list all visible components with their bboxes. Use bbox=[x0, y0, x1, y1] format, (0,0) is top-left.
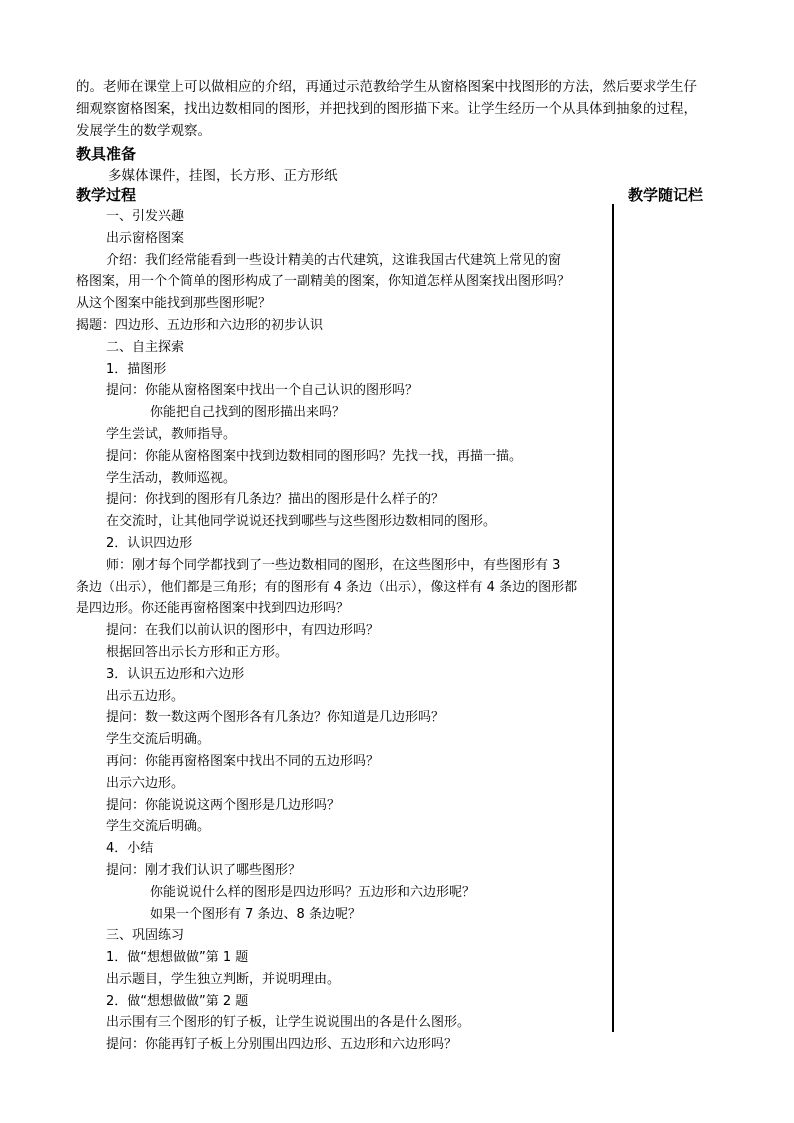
process-line: 从这个图案中能找到那些图形呢？ bbox=[76, 296, 272, 312]
process-line: 条边（出示），他们都是三角形；有的图形有 4 条边（出示），像这样有 4 条边的图形都 bbox=[76, 579, 578, 595]
intro-paragraph bbox=[76, 76, 724, 142]
process-line: 4．小结 bbox=[106, 841, 154, 857]
process-line: 你能说说什么样的图形是四边形吗？五边形和六边形呢？ bbox=[150, 884, 476, 900]
tools-heading: 教具准备 bbox=[76, 145, 137, 163]
process-line: 1．描图形 bbox=[106, 361, 167, 377]
column-divider bbox=[612, 204, 614, 1032]
process-line: 学生尝试，教师指导。 bbox=[106, 426, 237, 442]
process-line: 提问：在我们以前认识的图形中，有四边形吗？ bbox=[106, 623, 380, 639]
process-line: 师：刚才每个同学都找到了一些边数相同的图形，在这些图形中，有些图形有 3 bbox=[106, 557, 561, 573]
process-line: 出示题目，学生独立判断，并说明理由。 bbox=[106, 971, 341, 987]
process-line: 如果一个图形有 7 条边、8 条边呢？ bbox=[150, 906, 361, 922]
process-line: 提问：你能再钉子板上分别围出四边形、五边形和六边形吗？ bbox=[106, 1037, 458, 1053]
process-line: 提问：你找到的图形有几条边？描出的图形是什么样子的？ bbox=[106, 492, 445, 508]
process-line: 出示六边形。 bbox=[106, 775, 185, 791]
process-line: 一、引发兴趣 bbox=[106, 209, 185, 224]
process-line: 出示围有三个图形的钉子板，让学生说说围出的各是什么图形。 bbox=[106, 1015, 471, 1031]
process-line: 介绍：我们经常能看到一些设计精美的古代建筑，这谁我国古代建筑上常见的窗 bbox=[106, 252, 562, 268]
process-line: 根据回答出示长方形和正方形。 bbox=[106, 644, 289, 660]
process-line: 格图案，用一个个简单的图形构成了一副精美的图案，你知道怎样从图案找出图形吗？ bbox=[76, 274, 571, 290]
process-line: 你能把自己找到的图形描出来吗？ bbox=[150, 405, 346, 421]
process-line: 是四边形。你还能再窗格图案中找到四边形吗？ bbox=[76, 601, 350, 617]
process-line: 在交流时，让其他同学说说还找到哪些与这些图形边数相同的图形。 bbox=[106, 514, 497, 530]
intro-line: 的。老师在课堂上可以做相应的介绍，再通过示范教给学生从窗格图案中找图形的方法，然后要求学生仔 bbox=[76, 79, 697, 95]
process-line: 2．认识四边形 bbox=[106, 535, 193, 551]
process-content bbox=[76, 206, 608, 1056]
process-line: 提问：数一数这两个图形各有几条边？你知道是几边形吗？ bbox=[106, 710, 445, 726]
process-line: 出示窗格图案 bbox=[106, 230, 185, 246]
process-line: 提问：你能从窗格图案中找出一个自己认识的图形吗？ bbox=[106, 383, 419, 399]
process-line: 1．做“想想做做”第 1 题 bbox=[106, 950, 249, 966]
process-line: 学生交流后明确。 bbox=[106, 819, 211, 835]
process-line: 2．做“想想做做”第 2 题 bbox=[106, 993, 249, 1009]
process-line: 学生活动，教师巡视。 bbox=[106, 470, 237, 486]
process-line: 提问：刚才我们认识了哪些图形？ bbox=[106, 862, 302, 878]
process-line: 三、巩固练习 bbox=[106, 928, 185, 944]
process-line: 提问：你能从窗格图案中找到边数相同的图形吗？先找一找，再描一描。 bbox=[106, 448, 523, 464]
process-line: 再问：你能再窗格图案中找出不同的五边形吗？ bbox=[106, 753, 380, 769]
notes-column-heading: 教学随记栏 bbox=[628, 186, 704, 204]
process-line: 二、自主探索 bbox=[106, 339, 185, 355]
process-line: 3．认识五边形和六边形 bbox=[106, 666, 245, 682]
process-heading: 教学过程 bbox=[76, 186, 137, 204]
intro-line: 细观察窗格图案，找出边数相同的图形，并把找到的图形描下来。让学生经历一个从具体到抽象的过程， bbox=[76, 101, 697, 117]
intro-line: 发展学生的数学观察。 bbox=[76, 123, 211, 139]
process-line: 揭题：四边形、五边形和六边形的初步认识 bbox=[76, 317, 324, 333]
tools-text: 多媒体课件，挂图，长方形、正方形纸 bbox=[108, 168, 338, 184]
process-line: 提问：你能说说这两个图形是几边形吗？ bbox=[106, 797, 341, 813]
process-line: 学生交流后明确。 bbox=[106, 732, 211, 748]
process-line: 出示五边形。 bbox=[106, 688, 185, 704]
